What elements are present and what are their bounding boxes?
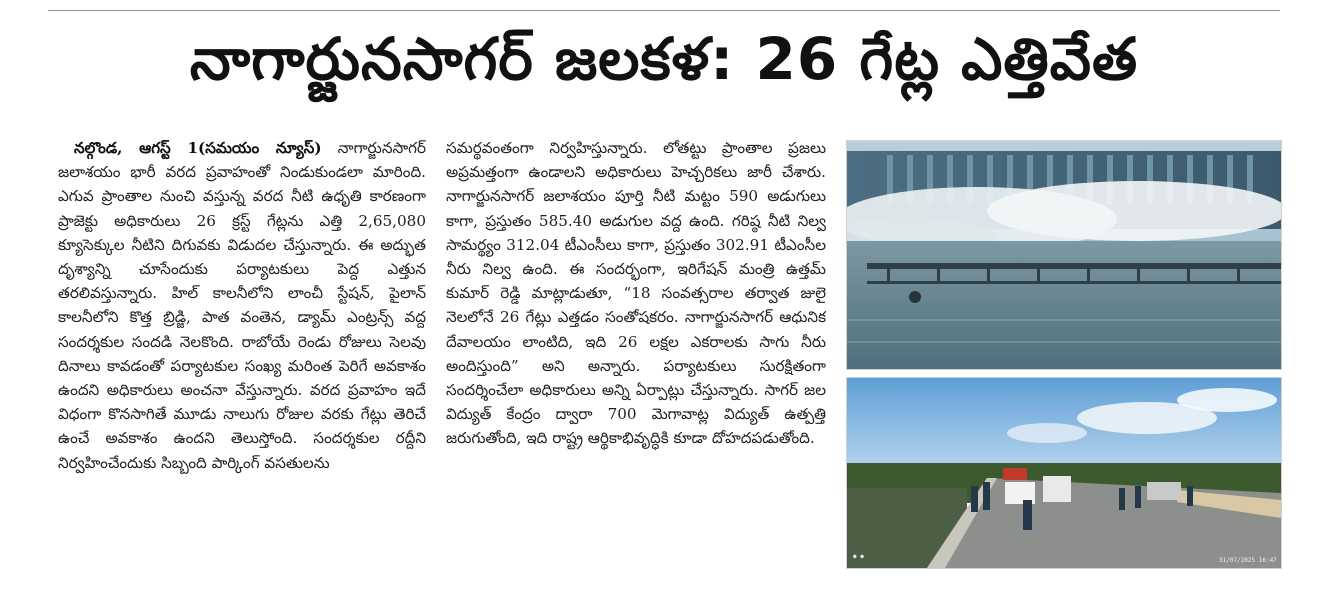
dam-photo-svg bbox=[847, 141, 1281, 369]
photo-watermark: ● ● bbox=[853, 553, 864, 560]
cloud bbox=[1007, 423, 1087, 443]
bridge-crowd-photo bbox=[846, 377, 1282, 569]
rock bbox=[909, 291, 921, 303]
article-column-1 bbox=[58, 136, 426, 576]
column-1-text: నాగార్జునసాగర్ జలాశయం భారీ వరద ప్రవాహంతో నిండుకుండలా మారింది. ఎగువ ప్రాంతాల నుంచి వస్తున్న వరద నీటి ఉధృతి కారణంగా ప్రాజెక్టు అధికారులు 26 క్రస్ట్ గేట్లను ఎత్తి 2,65,080 క్యూసెక్కుల నీటిని దిగువకు విడుదల చేస్తున్నారు. ఈ అద్భుత దృశ్యాన్ని చూసేందుకు పర్యాటకులు పెద్ద ఎత్తున తరలివస్తున్నారు. హిల్ కాలనీలోని లాంచీ స్టేషన్, పైలాన్ కాలనీలోని కొత్త బ్రిడ్జి, పాత వంతెన, డ్యామ్ ఎంట్రన్స్ వద్ద సందర్శకుల సందడి నెలకొంది. రాబోయే రెండు రోజులు సెలవు దినాలు కావడంతో పర్యాటకుల సంఖ్య మరింత పెరిగే అవకాశం ఉందని అధికారులు అంచనా వేస్తున్నారు. వరద ప్రవాహం ఇదే విధంగా కొనసాగితే మూడు నాలుగు రోజుల వరకు గేట్లు తెరిచే ఉంచే అవకాశం ఉందని తెలుస్తోంది. సందర్శకుల రద్దీని నిర్వహించేందుకు సిబ్బంది పార్కింగ్ వసతులను bbox=[58, 139, 426, 472]
column-2-text: సమర్థవంతంగా నిర్వహిస్తున్నారు. లోతట్టు ప్రాంతాల ప్రజలు అప్రమత్తంగా ఉండాలని అధికారులు హెచ్చరికలు జారీ చేశారు. నాగార్జునసాగర్ జలాశయం పూర్తి నీటి మట్టం 590 అడుగులు కాగా, ప్రస్తుతం 585.40 అడుగుల వద్ద ఉంది. గరిష్ఠ నీటి నిల్వ సామర్థ్యం 312.04 టీఎంసీలు కాగా, ప్రస్తుతం 302.91 టీఎంసీల నీరు నిల్వ ఉంది. ఈ సందర్భంగా, ఇరిగేషన్ మంత్రి ఉత్తమ్ కుమార్ రెడ్డి మాట్లాడుతూ, “18 సంవత్సరాల తర్వాత జులై నెలలోనే 26 గేట్లు ఎత్తడం సంతోషకరం. నాగార్జునసాగర్ ఆధునిక దేవాలయం లాంటిది, ఇది 26 లక్షల ఎకరాలకు సాగు నీరు అందిస్తుంది” అని అన్నారు. పర్యాటకులు సురక్షితంగా సందర్శించేలా అధికారులు అన్ని ఏర్పాట్లు చేస్తున్నారు. సాగర్ జల విద్యుత్ కేంద్రం ద్వారా 700 మెగావాట్ల విద్యుత్ ఉత్పత్తి జరుగుతోంది, ఇది రాష్ట్ర ఆర్థికాభివృద్ధికి కూడా దోహదపడుతోంది. bbox=[446, 139, 826, 448]
spray-cloud-right bbox=[987, 181, 1281, 241]
bridge-photo-svg bbox=[847, 378, 1281, 568]
article-column-2 bbox=[446, 136, 826, 576]
dateline: నల్గొండ, ఆగస్ట్ 1(సమయం న్యూస్) bbox=[74, 139, 322, 157]
top-rule bbox=[48, 10, 1280, 11]
dam-spillway-photo bbox=[846, 140, 1282, 370]
river-water bbox=[847, 241, 1281, 369]
cloud bbox=[1177, 388, 1277, 412]
headline: నాగార్జునసాగర్ జలకళ: 26 గేట్ల ఎత్తివేత bbox=[189, 24, 1139, 93]
photo-timestamp: 31/07/2025 16:47 bbox=[1219, 557, 1277, 564]
